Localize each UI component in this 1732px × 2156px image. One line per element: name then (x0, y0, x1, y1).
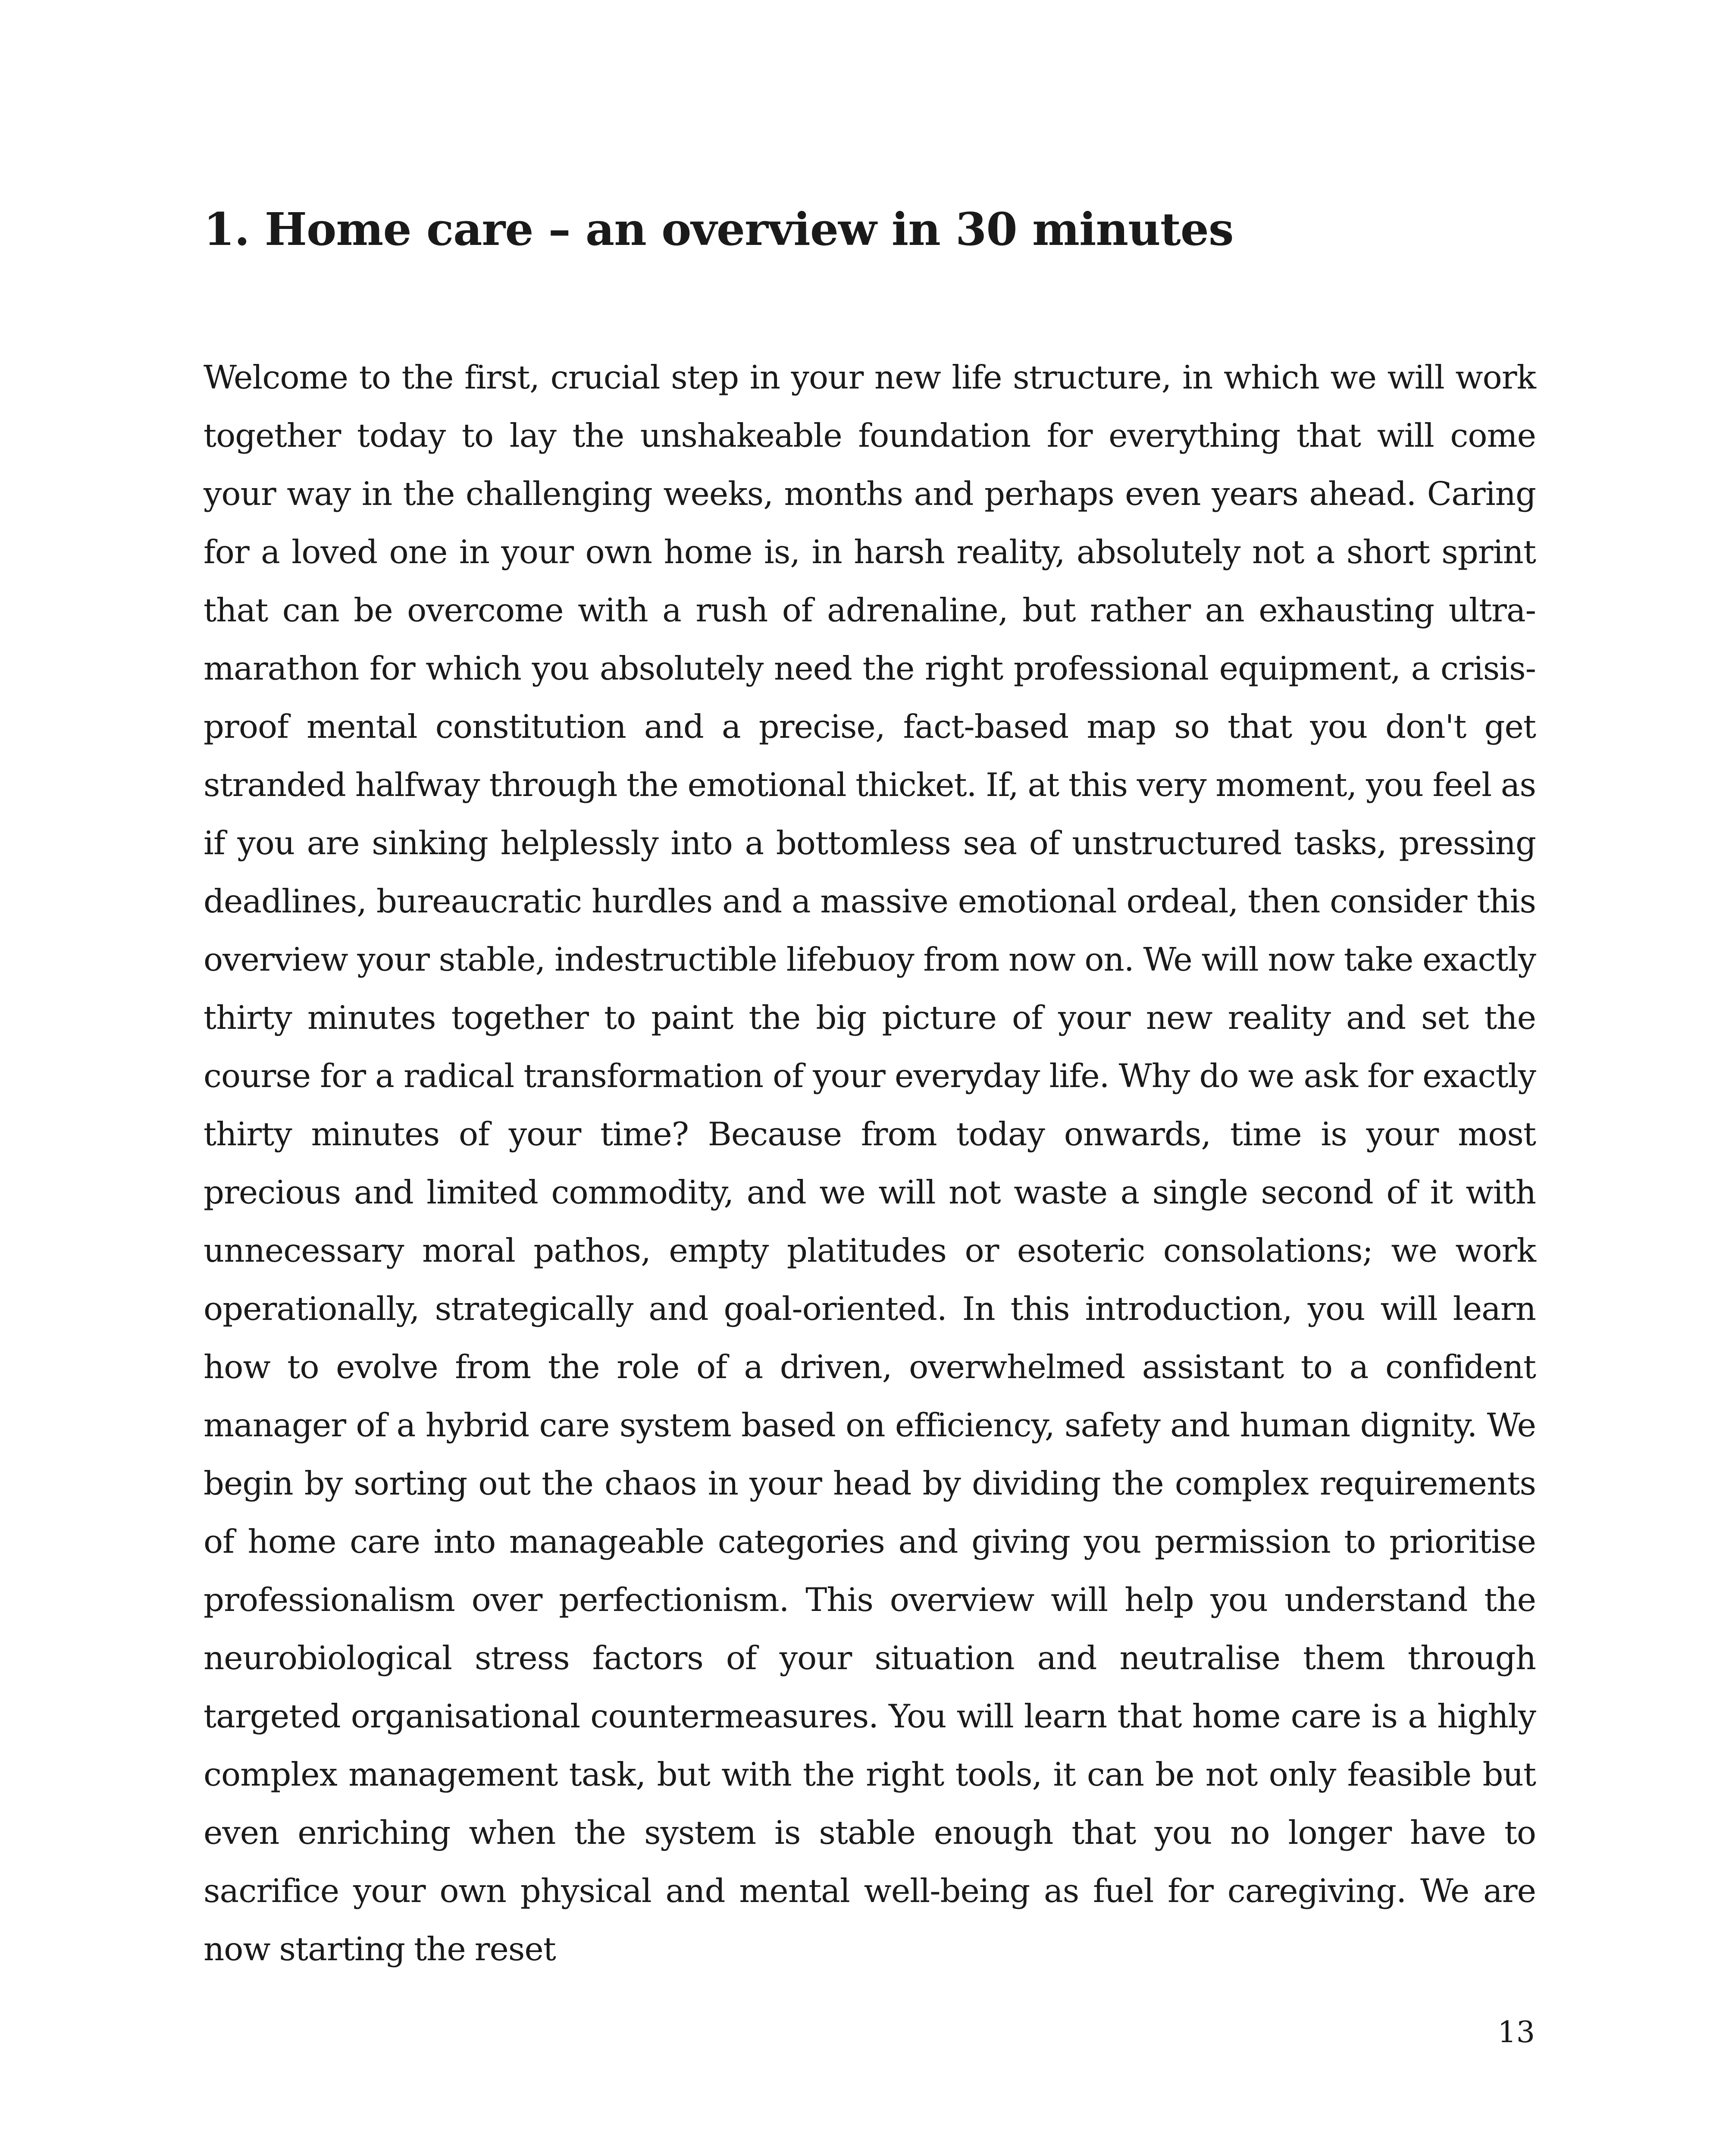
chapter-title: 1. Home care – an overview in 30 minutes (204, 203, 1234, 256)
page-number: 13 (1497, 2015, 1535, 2049)
body-paragraph: Welcome to the first, crucial step in your new life structure, in which we will work together today to lay the unshakeable foundation for everything that will come your way in the challenging weeks, months and perhaps even years ahead. Caring for a loved one in your own home is, in harsh reality, absolutely not a short sprint that can be overcome with a rush of adrenaline, but rather an exhausting ultra-marathon for which you absolutely need the right professional equipment, a crisis-proof mental constitution and a precise, fact-based map so that you don't get stranded halfway through the emotional thicket. If, at this very moment, you feel as if you are sinking helplessly into a bottomless sea of unstructured tasks, pressing deadlines, bureaucratic hurdles and a massive emotional ordeal, then consider this overview your stable, indestructible lifebuoy from now on. We will now take exactly thirty minutes together to paint the big picture of your new reality and set the course for a radical transformation of your everyday life. Why do we ask for exactly thirty minutes of your time? Because from today onwards, time is your most precious and limited commodity, and we will not waste a single second of it with unnecessary moral pathos, empty platitudes or esoteric consolations; we work operationally, strategically and goal-oriented. In this introduction, you will learn how to evolve from the role of a driven, overwhelmed assistant to a confident manager of a hybrid care system based on efficiency, safety and human dignity. We begin by sorting out the chaos in your head by dividing the complex requirements of home care into manageable categories and giving you permission to prioritise professionalism over perfectionism. This overview will help you understand the neurobiological stress factors of your situation and neutralise them through targeted organisational countermeasures. You will learn that home care is a highly complex management task, but with the right tools, it can be not only feasible but even enriching when the system is stable enough that you no longer have to sacrifice your own physical and mental well-being as fuel for caregiving. We are now starting the reset (204, 358, 1536, 1968)
